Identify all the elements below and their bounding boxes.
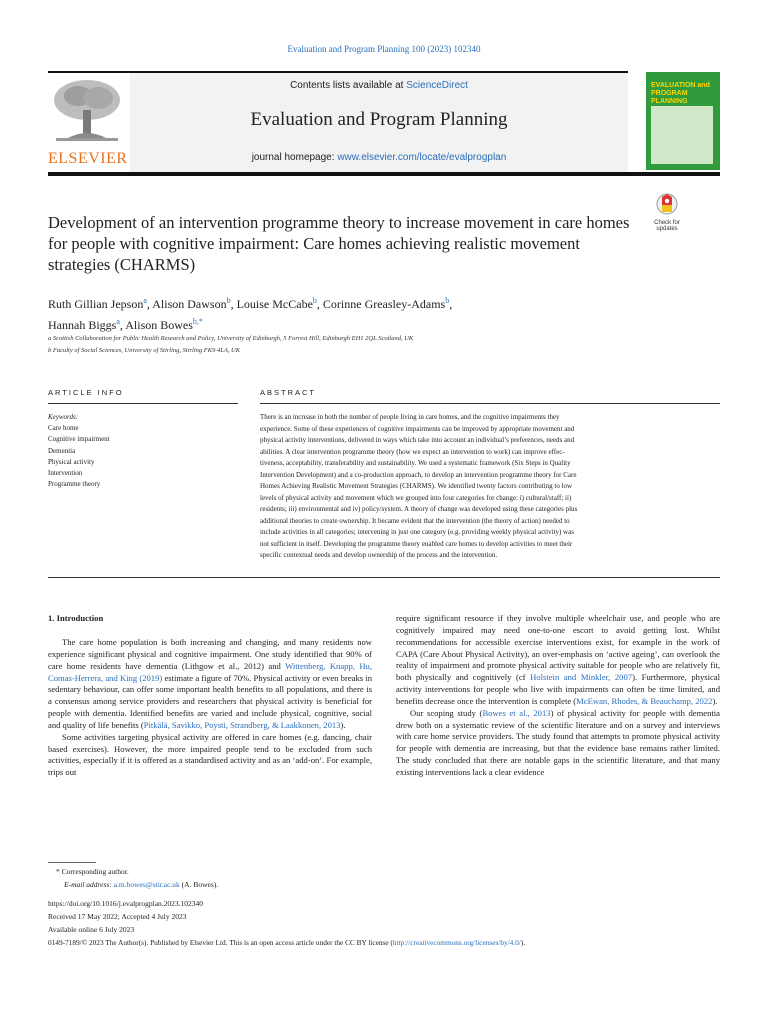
author[interactable]: Alison Bowes bbox=[125, 318, 193, 332]
abstract-line: abilities. A clear intervention programme theory (how we expect an intervention to work) can improve effec- bbox=[260, 447, 565, 456]
available-online-date: Available online 6 July 2023 bbox=[48, 925, 135, 934]
contents-prefix: Contents lists available at bbox=[290, 80, 407, 91]
affiliation-b: b Faculty of Social Sciences, University of Stirling, Stirling FK9 4LA, UK bbox=[48, 347, 241, 354]
citation-link[interactable]: Pitkälä, Savikko, Poysti, Strandberg, & Laakkonen, 2013 bbox=[143, 719, 341, 730]
keyword: Care home bbox=[48, 424, 79, 433]
citation-link[interactable]: Holstein and Minkler, 2007 bbox=[530, 672, 633, 683]
license-link[interactable]: http://creativecommons.org/licenses/by/4.0/ bbox=[392, 938, 521, 947]
elsevier-tree-logo bbox=[48, 76, 126, 146]
journal-homepage bbox=[130, 152, 628, 163]
contents-line bbox=[130, 80, 628, 91]
article-info-rule bbox=[48, 403, 238, 404]
author[interactable]: Louise McCabe bbox=[236, 297, 313, 311]
paragraph: Our scoping study (Bowes et al., 2013) of physical activity for people with dementia drew both on a systematic review of the scientific literature and on a survey and interviews with care home service providers. The study found that attempts to promote physical activity for people with dementia are increasing, but that the evidence base remains rather limited. The study concluded that there are notable gaps in the scientific literature, and that many existing interventions lack a clear evidence bbox=[396, 707, 720, 777]
body-column-right bbox=[396, 613, 720, 779]
paragraph: Some activities targeting physical activity are offered in care homes (e.g. dancing, chair based exercises). However, the more impaired people tend to be excluded from such activities, especially if it is offered as a standardised activity and as an ‘add-on’. For example, trips out bbox=[48, 731, 372, 778]
abstract-line: not sufficient in itself. Developing the programme theory enabled care homes to develop activities to meet their bbox=[260, 539, 573, 548]
license-line: 0149-7189/© 2023 The Author(s). Published by Elsevier Ltd. This is an open access article under the CC BY license (http://creativecommons.org/licenses/by/4.0/). bbox=[48, 938, 526, 947]
keyword: Cognitive impairment bbox=[48, 435, 110, 444]
abstract-label: ABSTRACT bbox=[260, 388, 317, 397]
author-affiliation-mark[interactable]: b,* bbox=[192, 317, 203, 326]
abstract-rule bbox=[260, 403, 720, 404]
author-affiliation-mark[interactable]: a bbox=[116, 317, 120, 326]
abstract-line: There is an increase in both the number of people living in care homes, and the cognitive impairments they bbox=[260, 413, 560, 421]
section-heading: 1. Introduction bbox=[48, 613, 104, 623]
keyword: Intervention bbox=[48, 469, 83, 478]
sciencedirect-link[interactable]: ScienceDirect bbox=[406, 80, 468, 91]
author-affiliation-mark[interactable]: a bbox=[143, 296, 147, 305]
author-list bbox=[48, 292, 638, 334]
keyword: Dementia bbox=[48, 446, 76, 455]
body-column-left bbox=[48, 637, 372, 779]
author-affiliation-mark[interactable]: b bbox=[445, 296, 450, 305]
abstract-line: physical activity interventions, delivered in ways which take into account an individual’s preferences, needs and bbox=[260, 436, 575, 444]
cover-title: EVALUATION and PROGRAM PLANNING bbox=[651, 82, 710, 105]
author[interactable]: Ruth Gillian Jepson bbox=[48, 297, 144, 311]
abstract-line: include activities in all categories; intervening in just one category (e.g. providing weekly physical activity) was bbox=[260, 528, 574, 536]
check-for-updates-button[interactable] bbox=[648, 193, 686, 233]
abstract-line: specific contextual needs and develop ownership of the process and the intervention. bbox=[260, 551, 498, 559]
author-affiliation-mark[interactable]: b bbox=[226, 296, 231, 305]
abstract-text bbox=[260, 412, 720, 562]
author[interactable]: Hannah Biggs bbox=[48, 318, 117, 332]
paragraph: The care home population is both increasing and changing, and many residents now experience significant physical and cognitive impairment. One study identified that 90% of care home residents have dementia (Lithgow et al., 2012) and Wittenberg, Knapp, Hu, Comas-Herrera, and King (2019) estimate a figure of 70%. Physical activity or even breaks in sedentary behaviour, can offer some important health benefits to all populations, and there is a consensus among service providers and researchers that physical activity is beneficial for people with dementia. Identified benefits are varied and include physical, cognitive, social and quality of life benefits (Pitkälä, Savikko, Poysti, Strandberg, & Laakkonen, 2013). bbox=[48, 637, 372, 730]
doi-link[interactable]: https://doi.org/10.1016/j.evalprogplan.2023.102340 bbox=[48, 899, 204, 908]
homepage-prefix: journal homepage: bbox=[251, 152, 338, 163]
author-line-1: Ruth Gillian Jepson$^a$, Alison Dawson$^b$, Louise McCabe$^b$, Corinne Greasley-Adams$^b$, bbox=[48, 296, 453, 311]
footnote-rule bbox=[48, 862, 96, 863]
email-note: E-mail address: a.m.bowes@stir.ac.uk (A. Bowes). bbox=[64, 880, 219, 889]
keyword: Physical activity bbox=[48, 457, 95, 466]
received-dates: Received 17 May 2022; Accepted 4 July 2023 bbox=[48, 912, 187, 921]
abstract-bottom-rule bbox=[48, 577, 720, 578]
abstract-line: residents; iii) environmental and iv) policy/system. A theory of change was developed using these categories plus bbox=[260, 505, 578, 513]
author-affiliation-mark[interactable]: b bbox=[312, 296, 317, 305]
keyword: Programme theory bbox=[48, 480, 101, 489]
email-label: E-mail address: bbox=[64, 880, 112, 889]
abstract-line: Intervention Development) and a co-production approach, to develop an intervention programme theory for Care bbox=[260, 470, 577, 479]
paragraph: require significant resource if they involve multiple wheelchair use, and people who are cognitively impaired may need one-to-one escort to avoid getting lost. Whilst recommendations for accessible exercise interventions exist, for example in the work of CAPA (Care About Physical Activity), an over-emphasis on ‘active ageing’, can overlook the reality of impairment and promote physical activity suitable for people who are relatively fit, both physically and cognitively (cf Holstein and Minkler, 2007). Furthermore, physical activity interventions for people who live with impairments can often be time limited, and benefits decrease once the intervention is complete (McEwan, Rhodes, & Beauchamp, 2022). bbox=[396, 613, 720, 706]
cover-image bbox=[651, 106, 713, 164]
corresponding-author-note: * Corresponding author. bbox=[56, 867, 129, 876]
article-info-label: ARTICLE INFO bbox=[48, 388, 124, 397]
keywords-block bbox=[48, 412, 238, 490]
author-line-2: Hannah Biggs$^a$, Alison Bowes$^{b,*}$ bbox=[48, 317, 203, 332]
author[interactable]: Alison Dawson bbox=[152, 297, 227, 311]
journal-reference[interactable]: Evaluation and Program Planning 100 (2023) 102340 bbox=[287, 44, 481, 54]
header-bottom-rule bbox=[48, 172, 720, 176]
check-updates-label: Check for updates bbox=[654, 220, 680, 232]
check-updates-icon bbox=[656, 193, 678, 215]
abstract-line: experience. Some of these experiences of cognitive impairments can be improved by appropriate movement and bbox=[260, 424, 575, 433]
abstract-line: additional theories to create ownership. It became evident that the intervention (the theory of action) needed to bbox=[260, 516, 570, 525]
journal-banner bbox=[130, 73, 628, 173]
citation-link[interactable]: Bowes et al., 2013 bbox=[482, 707, 551, 718]
author[interactable]: Corinne Greasley-Adams bbox=[322, 297, 446, 311]
article-title: Development of an intervention programme theory to increase movement in care homes for people with cognitive impairment: Care homes achieving realistic movement strategies (CHARMS) bbox=[48, 213, 630, 274]
journal-title: Evaluation and Program Planning bbox=[250, 109, 508, 130]
citation-link[interactable]: Wittenberg, Knapp, Hu, Comas-Herrera, and King (2019) bbox=[48, 660, 372, 683]
abstract-line: tiveness, acceptability, transferability and sustainability. We used a systematic framework (Six Steps in Quality bbox=[260, 459, 571, 467]
homepage-link[interactable]: www.elsevier.com/locate/evalprogplan bbox=[337, 152, 507, 163]
keywords-label: Keywords: bbox=[48, 413, 79, 421]
citation-link[interactable]: McEwan, Rhodes, & Beauchamp, 2022 bbox=[576, 695, 713, 706]
abstract-line: Homes Achieving Realistic Movement Strategies (CHARMS). We identified twenty factors contributing to low bbox=[260, 482, 573, 490]
email-link[interactable]: a.m.bowes@stir.ac.uk bbox=[113, 880, 180, 889]
journal-cover-thumbnail[interactable] bbox=[646, 72, 720, 170]
abstract-line: levels of physical activity and movement which we grouped into four categories for change: i) cultural/staff; ii) bbox=[260, 493, 572, 502]
affiliation-a: a Scottish Collaboration for Public Health Research and Policy, University of Edinburgh, 5 Forrest Hill, Edinburgh EH1 2QL Scotland, UK bbox=[48, 335, 414, 342]
elsevier-wordmark: ELSEVIER bbox=[48, 150, 128, 167]
